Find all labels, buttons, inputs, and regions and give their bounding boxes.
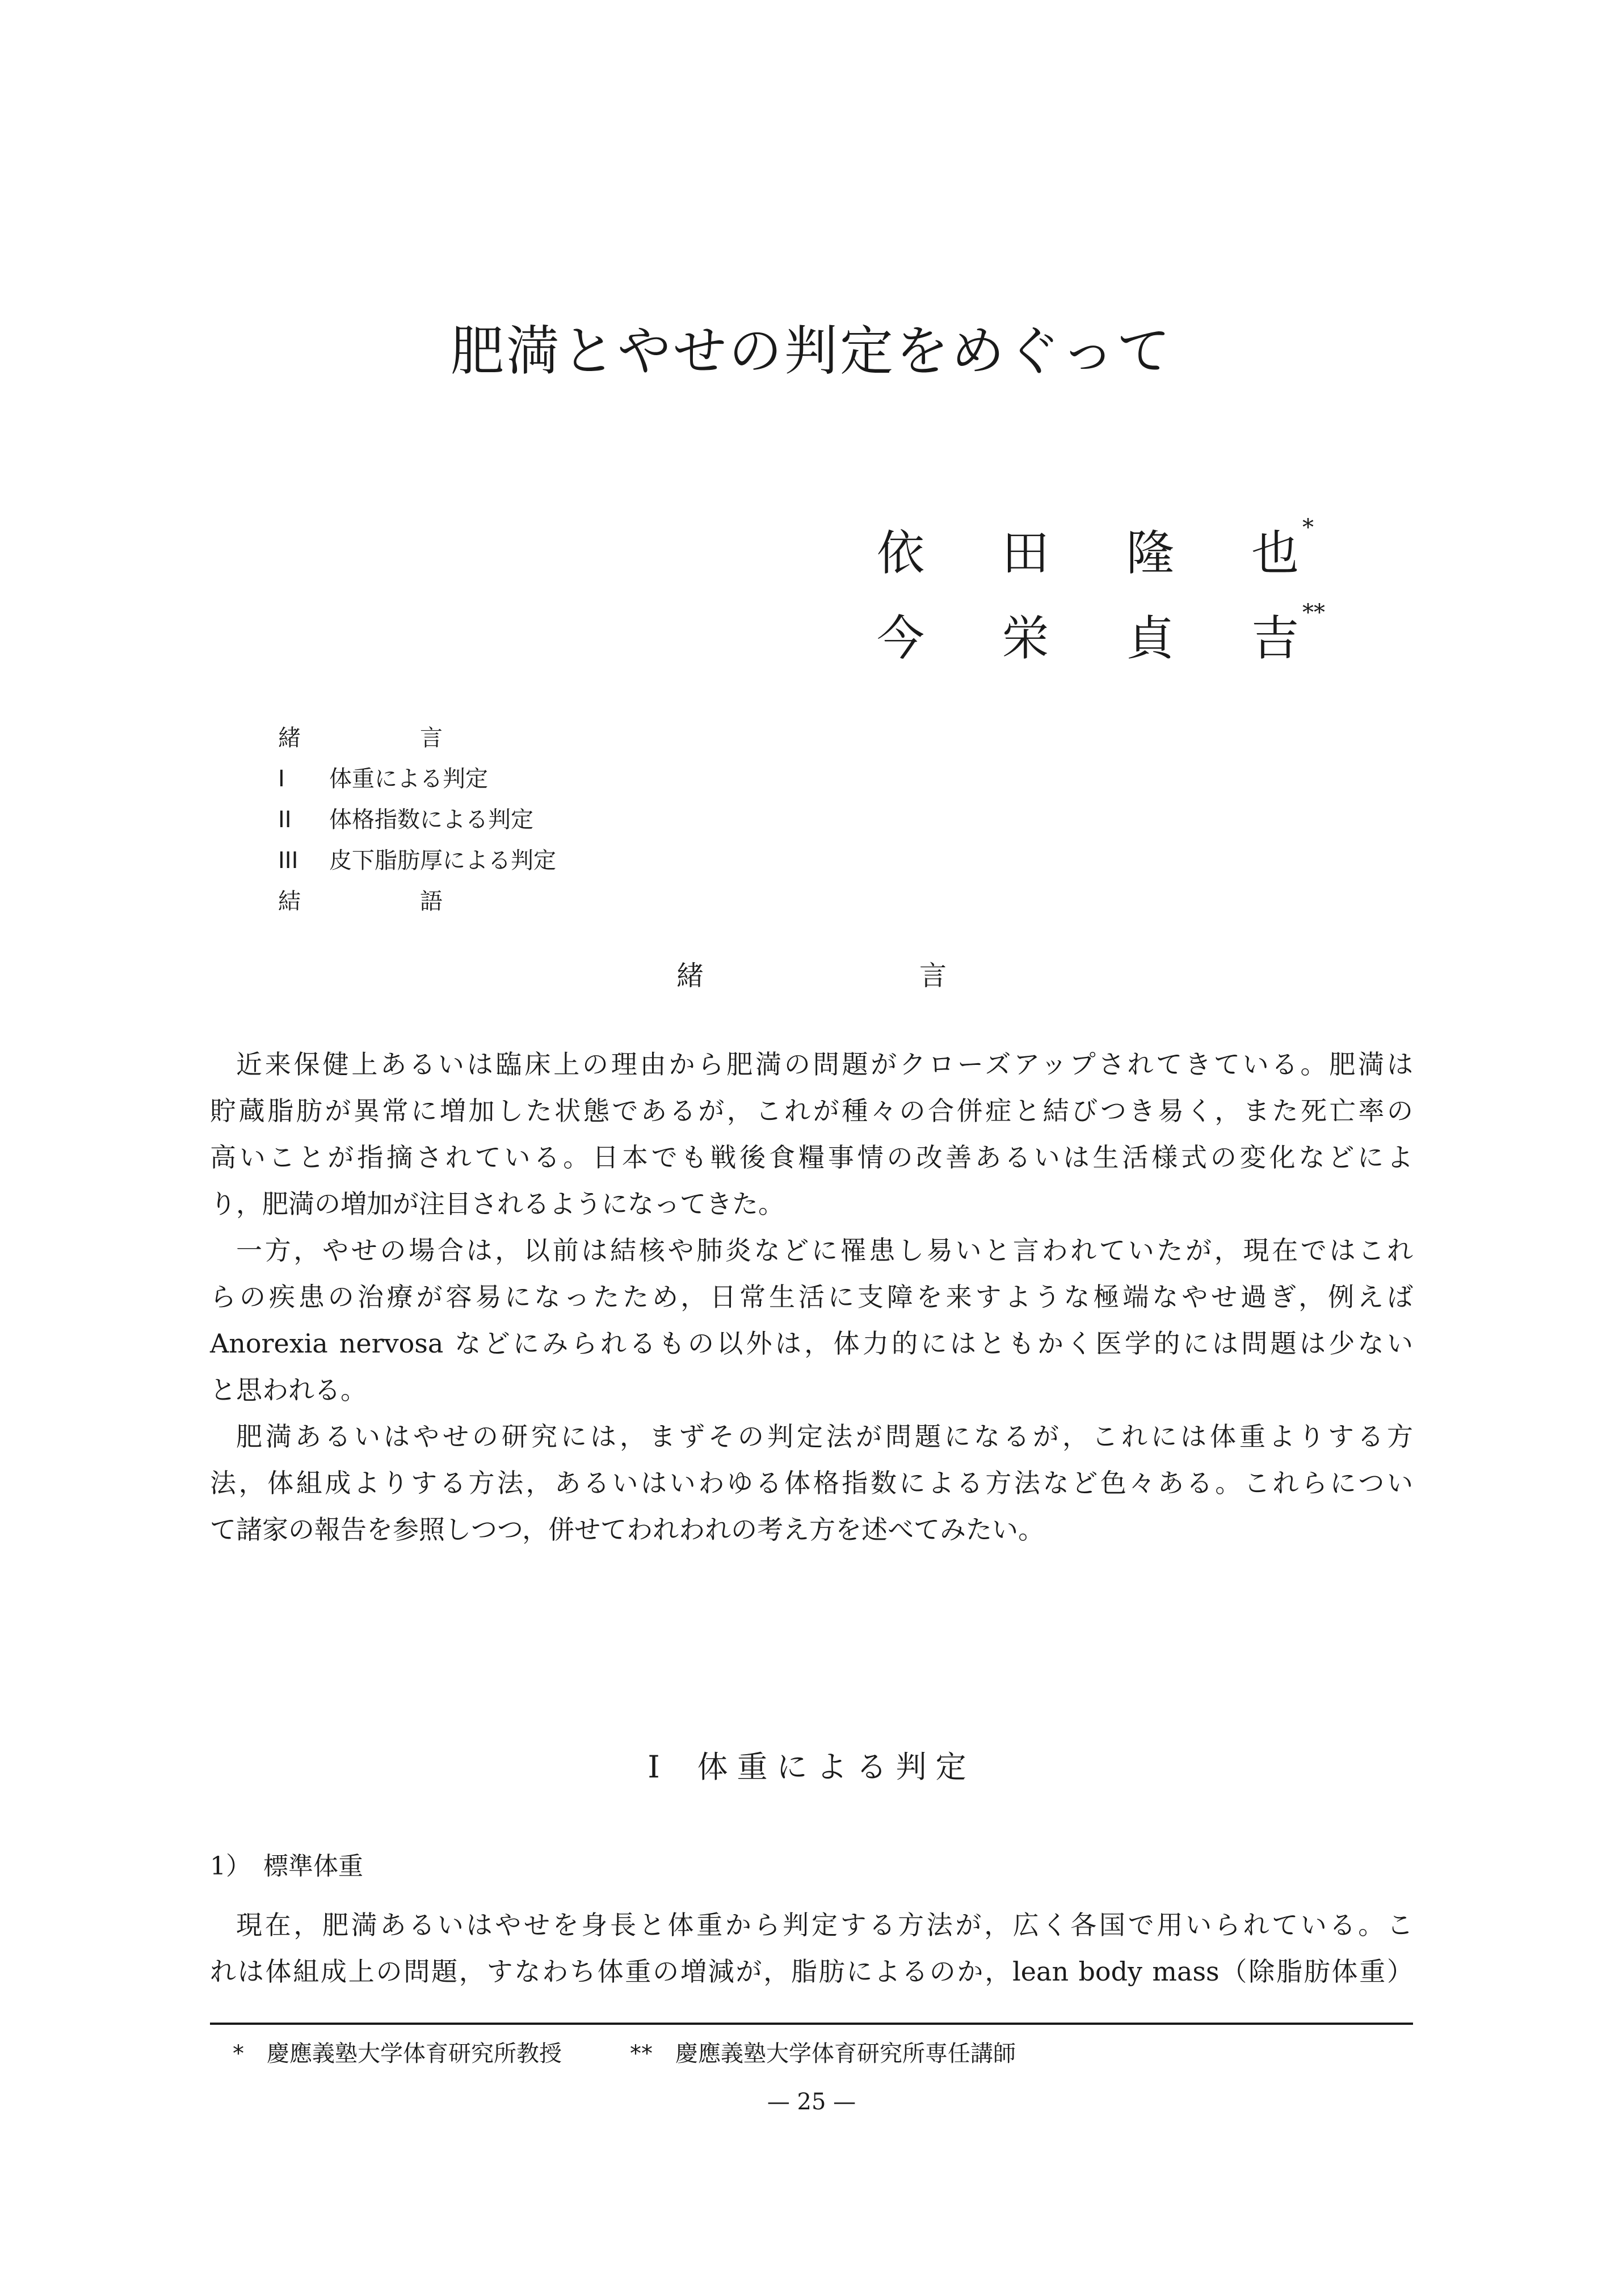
author-2 (877, 596, 1325, 681)
text-line: 現在，肥満あるいはやせを身長と体重から判定する方法が，広く各国で用いられている。こ (236, 1910, 1413, 1940)
section-title: 体重による判定 (697, 1749, 976, 1785)
toc-number: I (278, 766, 285, 792)
text-line: らの疾患の治療が容易になったため，日常生活に支障を来すような極端なやせ過ぎ，例えば (210, 1282, 1413, 1312)
text-line: て諸家の報告を参照しつつ，併せてわれわれの考え方を述べてみたい。 (210, 1514, 1045, 1545)
footnote-text: 慶應義塾大学体育研究所教授 (267, 2041, 562, 2067)
page-number: — 25 — (767, 2089, 856, 2115)
toc-label: 体格指数による判定 (329, 807, 533, 833)
footnote (630, 2034, 1016, 2074)
author-2-affiliation-mark: ** (1302, 600, 1325, 626)
toc-label (278, 718, 443, 759)
toc-char: 緒 (278, 725, 301, 751)
toc-char: 語 (420, 888, 443, 915)
intro-heading (0, 953, 1623, 999)
author-2-char: 吉 (1251, 610, 1300, 666)
toc-label: 体重による判定 (329, 766, 488, 792)
footnote-text: 慶應義塾大学体育研究所専任講師 (675, 2041, 1016, 2067)
intro-heading-char: 言 (919, 960, 947, 992)
author-1-char: 依 (877, 525, 925, 581)
toc-label (278, 881, 443, 922)
text-line: 貯蔵脂肪が異常に増加した状態であるが，これが種々の合併症と結びつき易く，また死亡率の (210, 1096, 1413, 1126)
footnotes (233, 2034, 1084, 2074)
toc-item-section-1 (278, 759, 556, 799)
author-2-char: 栄 (1002, 610, 1050, 666)
toc-item-section-3 (278, 840, 556, 881)
footnote (233, 2034, 562, 2074)
section-1-text (210, 1902, 1413, 1995)
subsection-heading: 1） 標準体重 (210, 1852, 363, 1881)
author-2-char: 貞 (1126, 610, 1175, 666)
author-1-affiliation-mark: * (1302, 515, 1314, 541)
toc-char: 言 (420, 725, 443, 751)
text-line: 高いことが指摘されている。日本でも戦後食糧事情の改善あるいは生活様式の変化などによ (210, 1142, 1413, 1173)
text-line: 法，体組成よりする方法，あるいはいわゆる体格指数による方法など色々ある。これらについ (210, 1468, 1413, 1498)
paper-title: 肥満とやせの判定をめぐって (450, 321, 1173, 382)
text-line: 近来保健上あるいは臨床上の理由から肥満の問題がクローズアップされてきている。肥満は (236, 1049, 1413, 1080)
author-1 (877, 511, 1325, 596)
toc-label: 皮下脂肪厚による判定 (329, 848, 556, 874)
section-number: I (647, 1749, 669, 1785)
author-list (877, 511, 1325, 681)
text-line: Anorexia nervosa などにみられるもの以外は，体力的にはともかく医学的には問題は少ない (210, 1328, 1413, 1359)
author-1-char: 隆 (1126, 525, 1175, 581)
intro-heading-char: 緒 (676, 960, 704, 992)
toc-item-conclusion (278, 881, 556, 922)
toc-item-intro (278, 718, 556, 759)
text-line: 一方，やせの場合は，以前は結核や肺炎などに罹患し易いと言われていたが，現在ではこれ (236, 1235, 1413, 1266)
toc-char: 結 (278, 888, 301, 915)
author-2-char: 今 (877, 610, 925, 666)
author-1-char: 田 (1002, 525, 1050, 581)
text-line: り，肥満の増加が注目されるようになってきた。 (210, 1189, 784, 1219)
intro-text (210, 1041, 1413, 1553)
footnote-mark: ** (630, 2041, 653, 2067)
text-line: れは体組成上の問題，すなわち体重の増減が，脂肪によるのか，lean body mass（除脂肪体重） (210, 1956, 1413, 1987)
toc-item-section-2 (278, 799, 556, 840)
footnote-divider (210, 2023, 1413, 2025)
toc-number: III (278, 848, 298, 874)
section-1-heading (0, 1745, 1623, 1790)
toc-number: II (278, 807, 292, 833)
author-1-char: 也 (1251, 525, 1300, 581)
table-of-contents (278, 718, 556, 922)
text-line: と思われる。 (210, 1375, 367, 1405)
text-line: 肥満あるいはやせの研究には，まずその判定法が問題になるが，これには体重よりする方 (236, 1421, 1413, 1452)
footnote-mark: * (233, 2041, 244, 2067)
